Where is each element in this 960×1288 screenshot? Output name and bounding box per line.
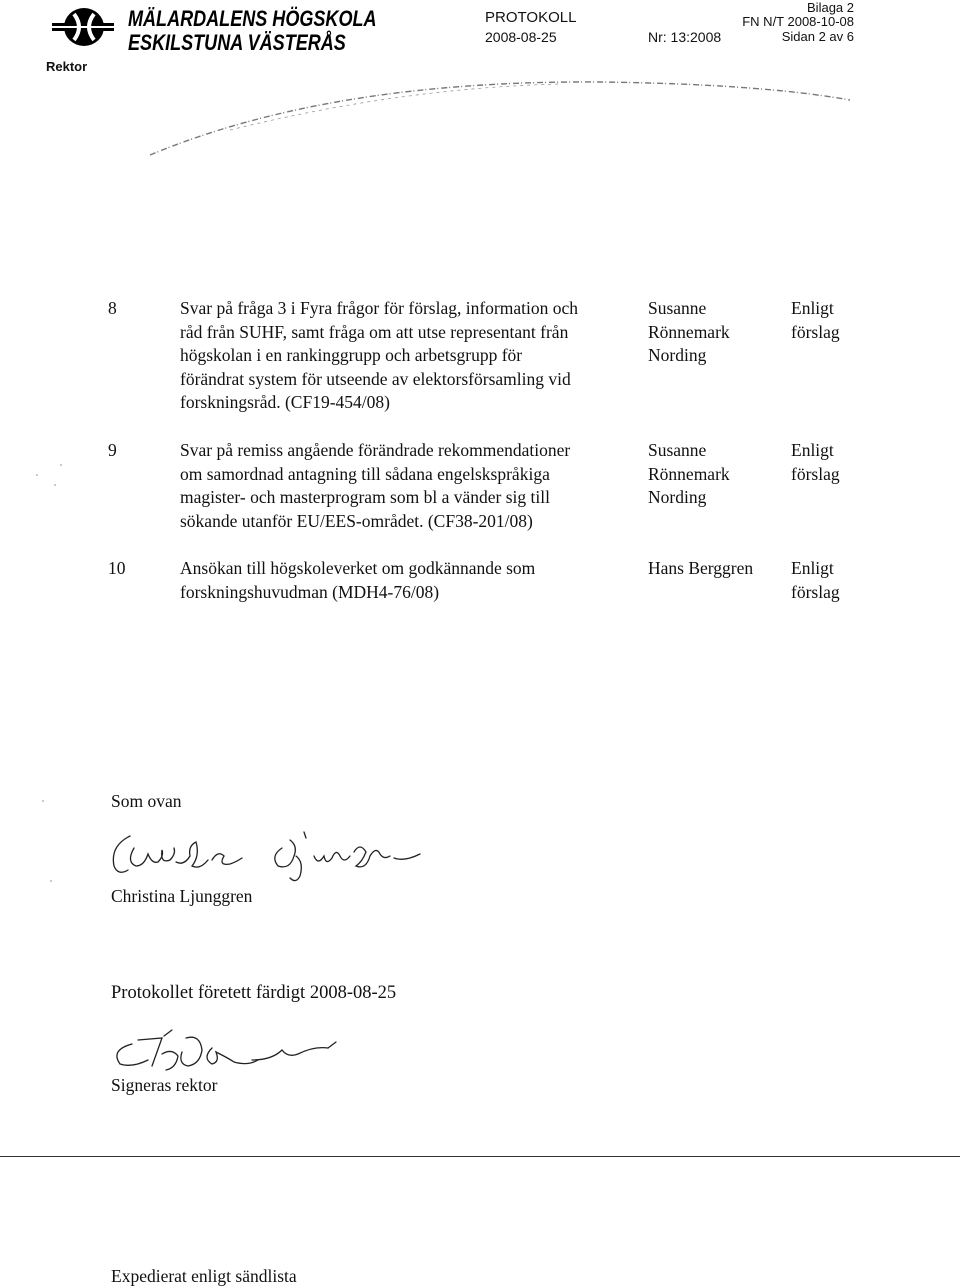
responsible-line: Nording	[648, 487, 707, 507]
decision-line: förslag	[791, 581, 840, 602]
responsible-line: Susanne	[648, 298, 707, 318]
item-responsible	[648, 439, 788, 510]
item-description	[180, 297, 650, 415]
responsible-line: Rönnemark	[648, 321, 730, 342]
item-text-line: Ansökan till högskoleverket om godkännande som	[180, 558, 536, 578]
scan-artifact-curve	[0, 60, 960, 170]
item-description	[180, 557, 650, 604]
item-text-line: forskningshuvudman (MDH4-76/08)	[180, 581, 440, 602]
responsible-line: Rönnemark	[648, 463, 730, 484]
university-name-line2: ESKILSTUNA VÄSTERÅS	[128, 30, 346, 55]
item-responsible	[648, 297, 788, 368]
scan-speck	[50, 880, 52, 882]
item-description	[180, 439, 650, 533]
page-indicator: Sidan 2 av 6	[781, 29, 854, 44]
item-text-line: magister- och masterprogram som bl a vänder sig till	[180, 487, 550, 507]
footer-divider	[0, 1156, 960, 1157]
protocol-completed-note: Protokollet företett färdigt 2008-08-25	[111, 983, 397, 1003]
scan-speck	[60, 464, 62, 466]
item-decision	[791, 439, 891, 486]
responsible-line: Nording	[648, 345, 707, 365]
item-text-line: högskolan i en rankinggrupp och arbetsgrupp för	[180, 345, 523, 365]
university-logo-icon	[50, 6, 114, 48]
attachment-label: Bilaga 2	[807, 0, 854, 15]
item-text-line: Svar på fråga 3 i Fyra frågor för förslag, information och	[180, 298, 578, 318]
item-text-line: Svar på remiss angående förändrade rekommendationer	[180, 440, 571, 460]
item-text-line: forskningsråd. (CF19-454/08)	[180, 392, 390, 412]
signer-name: Christina Ljunggren	[111, 886, 253, 906]
decision-line: Enligt	[791, 298, 834, 318]
reference-label: FN N/T 2008-10-08	[742, 14, 854, 29]
document-type: PROTOKOLL	[485, 9, 577, 26]
scan-speck	[42, 800, 44, 802]
responsible-line: Hans Berggren	[648, 558, 754, 578]
item-number: 9	[108, 440, 117, 460]
signature-rektor	[102, 1024, 352, 1080]
item-responsible	[648, 557, 788, 581]
item-number: 8	[108, 298, 117, 318]
distribution-note: Expedierat enligt sändlista	[111, 1266, 297, 1286]
item-text-line: förändrat system för utseende av elektorsförsamling vid	[180, 368, 571, 389]
som-ovan-label: Som ovan	[111, 791, 182, 811]
meeting-date: 2008-08-25	[485, 29, 557, 45]
signature-christina-ljunggren	[104, 826, 424, 888]
scan-speck	[36, 474, 38, 476]
scan-speck	[54, 484, 56, 486]
protocol-number: Nr: 13:2008	[648, 29, 722, 45]
item-text-line: sökande utanför EU/EES-området. (CF38-201/08)	[180, 510, 533, 531]
decision-line: förslag	[791, 321, 840, 342]
decision-line: Enligt	[791, 440, 834, 460]
item-text-line: råd från SUHF, samt fråga om att utse representant från	[180, 321, 569, 342]
item-decision	[791, 297, 891, 344]
unit-label: Rektor	[46, 59, 88, 74]
decision-line: Enligt	[791, 558, 834, 578]
signer-caption: Signeras rektor	[111, 1075, 218, 1095]
item-number: 10	[108, 558, 126, 578]
item-text-line: om samordnad antagning till sådana engelskspråkiga	[180, 463, 550, 484]
university-name-line1: MÄLARDALENS HÖGSKOLA	[128, 6, 377, 31]
decision-line: förslag	[791, 463, 840, 484]
item-decision	[791, 557, 891, 604]
responsible-line: Susanne	[648, 440, 707, 460]
